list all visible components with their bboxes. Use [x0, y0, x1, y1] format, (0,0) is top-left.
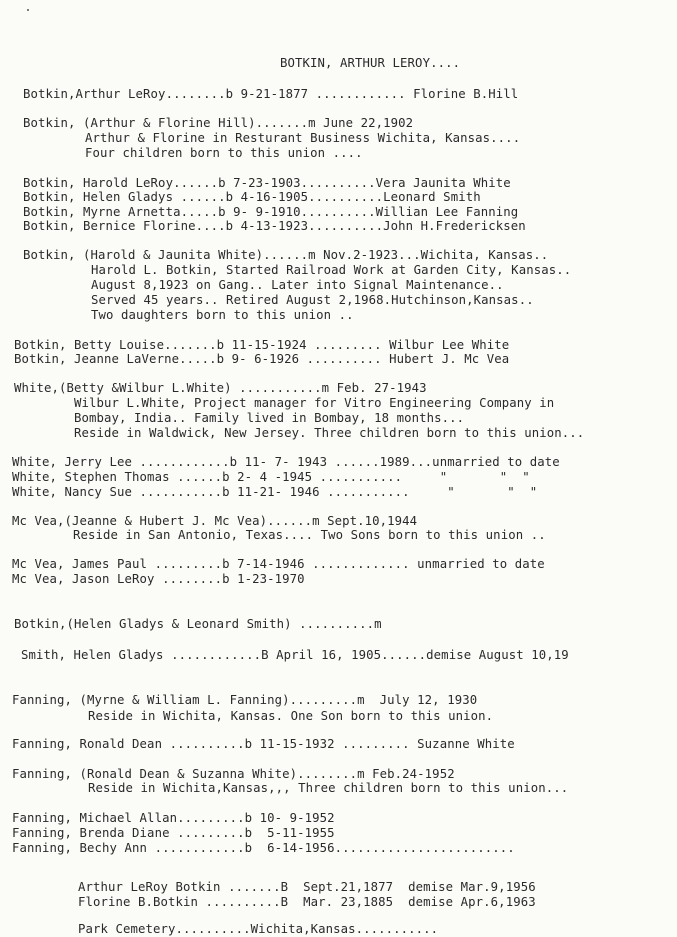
record-line: Fanning, (Myrne & William L. Fanning).........m July 12, 1930 [12, 693, 478, 707]
record-line: Botkin, Jeanne LaVerne.....b 9- 6-1926 .......... Hubert J. Mc Vea [14, 352, 510, 366]
record-line: Four children born to this union .... [85, 146, 363, 160]
record-line: Mc Vea,(Jeanne & Hubert J. Mc Vea)......m Sept.10,1944 [12, 514, 418, 528]
record-line: Wilbur L.White, Project manager for Vitro Engineering Company in [74, 396, 555, 410]
record-line: Smith, Helen Gladys ............B April 16, 1905......demise August 10,19 [21, 648, 569, 662]
record-line: Served 45 years.. Retired August 2,1968.Hutchinson,Kansas.. [91, 293, 534, 307]
record-line: White, Jerry Lee ............b 11- 7- 1943 ......1989...unmarried to date [12, 455, 560, 469]
record-line: Park Cemetery..........Wichita,Kansas........... [78, 922, 439, 936]
record-line: Botkin, Betty Louise.......b 11-15-1924 ......... Wilbur Lee White [14, 338, 510, 352]
record-line: Botkin,Arthur LeRoy........b 9-21-1877 ............ Florine B.Hill [23, 87, 519, 101]
record-line: Botkin, Helen Gladys ......b 4-16-1905..........Leonard Smith [23, 190, 481, 204]
record-line: Mc Vea, James Paul .........b 7-14-1946 ............. unmarried to date [12, 557, 545, 571]
record-line: Two daughters born to this union .. [91, 308, 354, 322]
record-line: Harold L. Botkin, Started Railroad Work at Garden City, Kansas.. [91, 263, 572, 277]
record-line: Botkin,(Helen Gladys & Leonard Smith) ..........m [14, 617, 382, 631]
record-line: Arthur LeRoy Botkin .......B Sept.21,1877 demise Mar.9,1956 [78, 880, 536, 894]
record-line: Fanning, Brenda Diane .........b 5-11-1955 [12, 826, 335, 840]
record-line: Fanning, Bechy Ann ............b 6-14-1956........................ [12, 841, 515, 855]
page-title: BOTKIN, ARTHUR LEROY.... [280, 56, 461, 70]
record-line: Arthur & Florine in Resturant Business Wichita, Kansas.... [85, 131, 521, 145]
record-line: Bombay, India.. Family lived in Bombay, 18 months... [74, 411, 465, 425]
record-line: Botkin, Bernice Florine....b 4-13-1923..........John H.Fredericksen [23, 219, 526, 233]
record-line: White, Nancy Sue ...........b 11-21- 1946 ........... " " " [12, 485, 538, 499]
record-line: Fanning, Ronald Dean ..........b 11-15-1932 ......... Suzanne White [12, 737, 515, 751]
record-line: Reside in Wichita, Kansas. One Son born to this union. [88, 709, 494, 723]
record-line: White,(Betty &Wilbur L.White) ...........m Feb. 27-1943 [14, 381, 427, 395]
record-line: Botkin, Myrne Arnetta.....b 9- 9-1910..........Willian Lee Fanning [23, 205, 519, 219]
paper-speck [27, 9, 29, 11]
record-line: Florine B.Botkin ..........B Mar. 23,1885 demise Apr.6,1963 [78, 895, 536, 909]
record-line: Mc Vea, Jason LeRoy ........b 1-23-1970 [12, 572, 305, 586]
record-line: Fanning, Michael Allan.........b 10- 9-1952 [12, 811, 335, 825]
record-line: Botkin, (Arthur & Florine Hill).......m June 22,1902 [23, 116, 414, 130]
record-line: Reside in Wichita,Kansas,,, Three children born to this union... [88, 781, 569, 795]
record-line: Reside in Waldwick, New Jersey. Three children born to this union... [74, 426, 585, 440]
record-line: White, Stephen Thomas ......b 2- 4 -1945 ........... " " " [12, 470, 530, 484]
record-line: Botkin, Harold LeRoy......b 7-23-1903..........Vera Jaunita White [23, 176, 511, 190]
record-line: Reside in San Antonio, Texas.... Two Sons born to this union .. [73, 528, 546, 542]
record-line: Fanning, (Ronald Dean & Suzanna White)........m Feb.24-1952 [12, 767, 455, 781]
record-line: Botkin, (Harold & Jaunita White)......m Nov.2-1923...Wichita, Kansas.. [23, 248, 549, 262]
record-line: August 8,1923 on Gang.. Later into Signal Maintenance.. [91, 278, 504, 292]
